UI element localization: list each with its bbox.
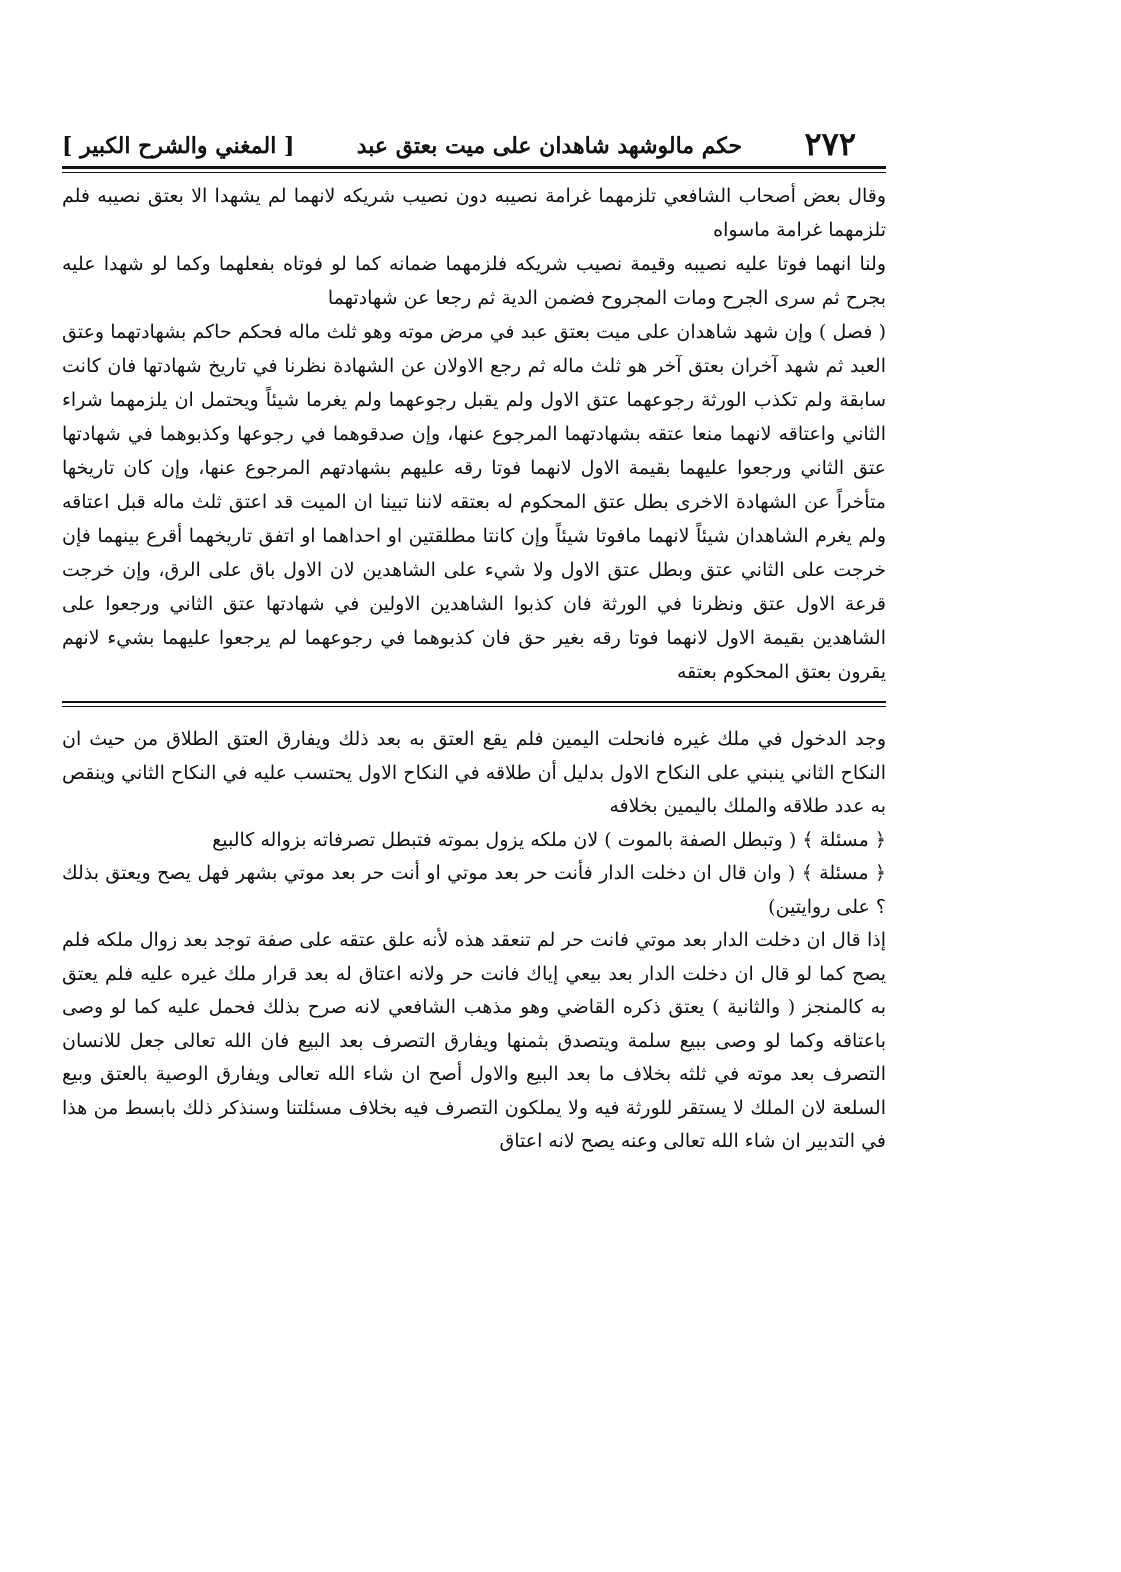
book-title: [ المغني والشرح الكبير ] [62, 133, 295, 159]
page-header [62, 108, 886, 162]
masala-heading: ﴿ مسئلة ﴾ ( وتبطل الصفة بالموت ) لان ملكه يزول بموته فتبطل تصرفاته بزواله كالبيع [212, 828, 886, 851]
section-title: حكم مالوشهد شاهدان على ميت بعتق عبد [356, 133, 743, 159]
paragraph: وقال بعض أصحاب الشافعي تلزمهما غرامة نصيبه دون نصيب شريكه لانهما لم يشهدا الا بعتق نصيبه فلم تلزمهما غرامة ماسواه [62, 185, 886, 241]
paragraph: ( فصل ) وإن شهد شاهدان على ميت بعتق عبد في مرض موته وهو ثلث ماله فحكم حاكم بشهادتهما وعتق العبد ثم شهد آخران بعتق آخر هو ثلث ماله ثم رجع الاولان عن الشهادة نظرنا في تاريخ شهادتها فان كانت سابقة ولم تكذب الورثة رجوعهما عتق الاول ولم يقبل رجوعهما ولم يغرما شيئاً ويحتمل ان يلزمهما شراء الثاني واعتاقه لانهما منعا عتقه بشهادتهما المرجوع عنها، وإن صدقوهما في رجوعها وكذبوهما في شهادتها عتق الثاني ورجعوا عليهما بقيمة الاول لانهما فوتا رقه عليهم بشهادتهم المرجوع عنها، وإن كان تاريخها متأخراً عن الشهادة الاخرى بطل عتق المحكوم له بعتقه لاننا تبينا ان الميت قد اعتق ثلث ماله قبل اعتاقه ولم يغرم الشاهدان شيئاً لانهما مافوتا شيئاً وإن كانتا مطلقتين او احداهما او اتفق تاريخهما أقرع بينهما فإن خرجت على الثاني عتق وبطل عتق الاول ولا شيء على الشاهدين لان الاول باق على الرق، وإن خرجت قرعة الاول عتق ونظرنا في الورثة فان كذبوا الشاهدين الاولين في شهادتها عتق الثاني ورجعوا على الشاهدين بقيمة الاول لانهما فوتا رقه بغير حق فان كذبوهما في رجوعهما لم يرجعوا عليهما بشيء لانهم يقرون بعتق المحكوم بعتقه [62, 321, 886, 683]
commentary-text [62, 723, 886, 1159]
page-number: ٢٧٢ [804, 125, 856, 163]
paragraph: إذا قال ان دخلت الدار بعد موتي فانت حر لم تنعقد هذه لأنه علق عتقه على صفة توجد بعد زوال ملكه فلم يصح كما لو قال ان دخلت الدار بعد بيعي إياك فانت حر ولانه اعتاق له بعد قرار ملك غيره عليه فلم يعتق به كالمنجز ( والثانية ) يعتق ذكره القاضي وهو مذهب الشافعي لانه صرح بذلك فحمل عليه كما لو وصى باعتاقه وكما لو وصى ببيع سلمة ويتصدق بثمنها ويفارق التصرف بعد البيع فان الله تعالى جعل للانسان التصرف بعد موته في ثلثه بخلاف ما بعد البيع والاول أصح ان شاء الله تعالى ويفارق الوصية بالعتق وبيع السلعة لان الملك لا يستقر للورثة فيه ولا يملكون التصرف فيه بخلاف مسئلتنا وسنذكر ذلك بابسط من هذا في التدبير ان شاء الله تعالى وعنه يصح لانه اعتاق [62, 929, 886, 1152]
paragraph: وجد الدخول في ملك غيره فانحلت اليمين فلم يقع العتق به بعد ذلك ويفارق العتق الطلاق من حيث ان النكاح الثاني ينبني على النكاح الاول بدليل أن طلاقه في النكاح الاول يحتسب عليه في النكاح الثاني وينقص به عدد طلاقه والملك باليمين بخلافه [62, 728, 886, 817]
main-text [62, 179, 886, 689]
section-divider [62, 701, 886, 707]
paragraph: ولنا انهما فوتا عليه نصيبه وقيمة نصيب شريكه فلزمهما ضمانه كما لو فوتاه بفعلهما وكما لو شهدا عليه بجرح ثم سرى الجرح ومات المجروح فضمن الدية ثم رجعا عن شهادتهما [62, 253, 886, 309]
masala-heading: ﴿ مسئلة ﴾ ( وان قال ان دخلت الدار فأنت حر بعد موتي او أنت حر بعد موتي بشهر فهل يصح ويعتق بذلك ؟ على روايتين) [62, 862, 886, 918]
book-page [62, 108, 886, 1159]
header-rule [62, 166, 886, 173]
